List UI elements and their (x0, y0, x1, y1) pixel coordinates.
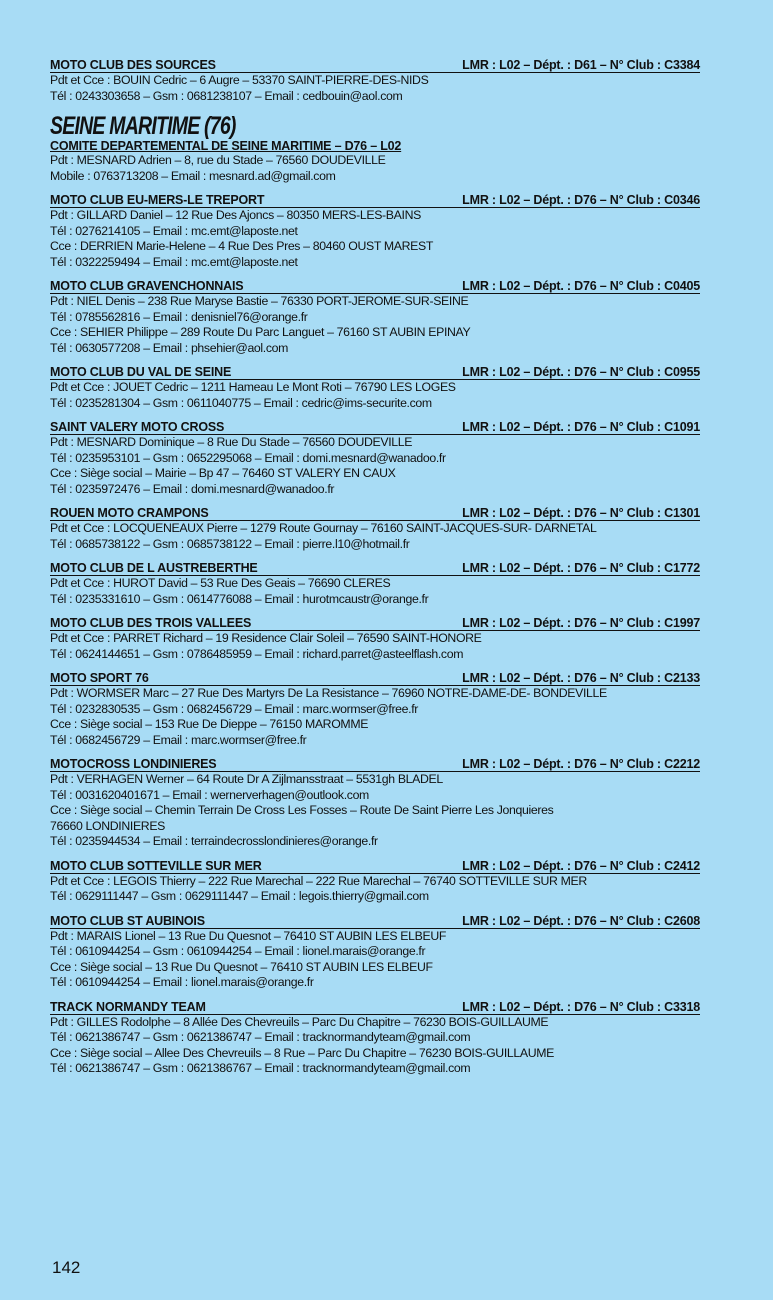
comite-name: COMITE DEPARTEMENTAL DE SEINE MARITIME – D76 – L02 (50, 139, 402, 153)
club-line: Tél : 0235953101 – Gsm : 0652295068 – Email : domi.mesnard@wanadoo.fr (50, 450, 446, 465)
club-header (50, 671, 700, 686)
club-name: MOTO SPORT 76 (50, 671, 149, 685)
club-entry (50, 506, 700, 552)
club-line: Tél : 0682456729 – Email : marc.wormser@free.fr (50, 732, 307, 747)
club-entry (50, 757, 700, 850)
club-line: Pdt : MESNARD Dominique – 8 Rue Du Stade – 76560 DOUDEVILLE (50, 435, 413, 449)
club-header (50, 58, 700, 73)
club-header (50, 506, 700, 521)
club-entry (50, 193, 700, 270)
club-line: Tél : 0621386747 – Gsm : 0621386747 – Email : tracknormandyteam@gmail.com (50, 1030, 471, 1044)
club-lmr: LMR : L02 – Dépt. : D76 – N° Club : C2608 (462, 913, 700, 928)
club-line: Pdt et Cce : LOCQUENEAUX Pierre – 1279 Route Gournay – 76160 SAINT-JACQUES-SUR- DARNETAL (50, 521, 597, 535)
club-line: Pdt : GILLARD Daniel – 12 Rue Des Ajoncs – 80350 MERS-LES-BAINS (50, 208, 421, 222)
club-line: Tél : 0276214105 – Email : mc.emt@laposte.net (50, 223, 298, 238)
club-line: Cce : Siège social – Chemin Terrain De Cross Les Fosses – Route De Saint Pierre Les Jonquieres (50, 803, 554, 817)
club-line: Pdt : VERHAGEN Werner – 64 Route Dr A Zijlmansstraat – 5531gh BLADEL (50, 772, 443, 786)
club-header (50, 365, 700, 380)
club-line: Tél : 0610944254 – Email : lionel.marais@orange.fr (50, 975, 314, 989)
club-entry (50, 616, 700, 662)
club-entry-first (50, 58, 700, 104)
club-name: MOTOCROSS LONDINIERES (50, 757, 217, 771)
club-line: Tél : 0621386747 – Gsm : 0621386767 – Email : tracknormandyteam@gmail.com (50, 1061, 471, 1075)
club-entry (50, 561, 700, 607)
club-lmr: LMR : L02 – Dépt. : D76 – N° Club : C0955 (462, 365, 700, 379)
club-name: MOTO CLUB DE L AUSTREBERTHE (50, 561, 258, 575)
club-line: Pdt : MARAIS Lionel – 13 Rue Du Quesnot – 76410 ST AUBIN LES ELBEUF (50, 928, 447, 943)
club-entry (50, 365, 700, 411)
club-line: Pdt : WORMSER Marc – 27 Rue Des Martyrs De La Resistance – 76960 NOTRE-DAME-DE- BONDEVILLE (50, 686, 607, 700)
club-line: Pdt et Cce : LEGOIS Thierry – 222 Rue Marechal – 222 Rue Marechal – 76740 SOTTEVILLE SUR MER (50, 873, 587, 888)
club-line: Tél : 0785562816 – Email : denisniel76@orange.fr (50, 309, 308, 324)
club-line: Tél : 0235944534 – Email : terraindecrosslondinieres@orange.fr (50, 834, 378, 848)
club-lmr: LMR : L02 – Dépt. : D61 – N° Club : C3384 (462, 58, 700, 72)
club-line: Tél : 0232830535 – Gsm : 0682456729 – Email : marc.wormser@free.fr (50, 701, 419, 716)
club-name: MOTO CLUB SOTTEVILLE SUR MER (50, 858, 262, 873)
club-line: Pdt : NIEL Denis – 238 Rue Maryse Bastie – 76330 PORT-JEROME-SUR-SEINE (50, 294, 469, 308)
club-lmr: LMR : L02 – Dépt. : D76 – N° Club : C1772 (462, 561, 700, 575)
club-name: MOTO CLUB ST AUBINOIS (50, 913, 205, 928)
comite-line: Pdt : MESNARD Adrien – 8, rue du Stade – 76560 DOUDEVILLE (50, 153, 386, 167)
club-line: Cce : SEHIER Philippe – 289 Route Du Parc Languet – 76160 ST AUBIN EPINAY (50, 325, 471, 339)
club-name: MOTO CLUB EU-MERS-LE TREPORT (50, 193, 265, 207)
club-header (50, 193, 700, 208)
club-lmr: LMR : L02 – Dépt. : D76 – N° Club : C2212 (462, 757, 700, 771)
club-name: MOTO CLUB GRAVENCHONNAIS (50, 279, 244, 293)
club-line: Tél : 0610944254 – Gsm : 0610944254 – Email : lionel.marais@orange.fr (50, 944, 426, 958)
club-line: Pdt et Cce : PARRET Richard – 19 Residence Clair Soleil – 76590 SAINT-HONORE (50, 631, 482, 645)
club-line: Pdt et Cce : BOUIN Cedric – 6 Augre – 53370 SAINT-PIERRE-DES-NIDS (50, 73, 429, 87)
directory-page (50, 58, 700, 1086)
club-line: Pdt et Cce : HUROT David – 53 Rue Des Geais – 76690 CLERES (50, 576, 391, 590)
club-line: Tél : 0624144651 – Gsm : 0786485959 – Email : richard.parret@asteelflash.com (50, 646, 464, 661)
club-line: 76660 LONDINIERES (50, 818, 166, 833)
club-header (50, 561, 700, 576)
club-line: Tél : 0629111447 – Gsm : 0629111447 – Email : legois.thierry@gmail.com (50, 889, 429, 903)
club-line: Cce : Siège social – Mairie – Bp 47 – 76460 ST VALERY EN CAUX (50, 466, 396, 480)
club-entry (50, 279, 700, 356)
club-line: Tél : 0031620401671 – Email : wernerverhagen@outlook.com (50, 787, 369, 802)
club-entry (50, 671, 700, 748)
club-header (50, 279, 700, 294)
comite-entry (50, 139, 700, 184)
club-lmr: LMR : L02 – Dépt. : D76 – N° Club : C2133 (462, 671, 700, 685)
club-lmr: LMR : L02 – Dépt. : D76 – N° Club : C1091 (462, 420, 700, 434)
club-line: Pdt : GILLES Rodolphe – 8 Allée Des Chevreuils – Parc Du Chapitre – 76230 BOIS-GUILLAUME (50, 1014, 549, 1029)
club-line: Pdt et Cce : JOUET Cedric – 1211 Hameau Le Mont Roti – 76790 LES LOGES (50, 380, 456, 394)
club-line: Tél : 0243303658 – Gsm : 0681238107 – Email : cedbouin@aol.com (50, 88, 403, 103)
club-header (50, 757, 700, 772)
club-line: Tél : 0322259494 – Email : mc.emt@laposte.net (50, 254, 298, 269)
club-line: Tél : 0685738122 – Gsm : 0685738122 – Email : pierre.l10@hotmail.fr (50, 536, 410, 551)
club-name: MOTO CLUB DES TROIS VALLEES (50, 616, 252, 630)
club-line: Cce : DERRIEN Marie-Helene – 4 Rue Des Pres – 80460 OUST MAREST (50, 239, 433, 253)
club-name: TRACK NORMANDY TEAM (50, 999, 206, 1014)
comite-line: Mobile : 0763713208 – Email : mesnard.ad@gmail.com (50, 168, 336, 183)
club-name: ROUEN MOTO CRAMPONS (50, 506, 209, 520)
page-number: 142 (52, 1258, 81, 1277)
club-line: Tél : 0630577208 – Email : phsehier@aol.com (50, 340, 289, 355)
club-header (50, 914, 700, 929)
club-name: MOTO CLUB DU VAL DE SEINE (50, 365, 232, 379)
club-name: SAINT VALERY MOTO CROSS (50, 420, 225, 434)
club-header (50, 1000, 700, 1015)
club-header (50, 420, 700, 435)
club-lmr: LMR : L02 – Dépt. : D76 – N° Club : C0405 (462, 279, 700, 293)
club-entry (50, 859, 700, 905)
club-lmr: LMR : L02 – Dépt. : D76 – N° Club : C0346 (462, 193, 700, 207)
section-title: SEINE MARITIME (76) (50, 112, 236, 140)
club-lmr: LMR : L02 – Dépt. : D76 – N° Club : C1997 (462, 616, 700, 630)
club-line: Tél : 0235972476 – Email : domi.mesnard@wanadoo.fr (50, 481, 335, 496)
club-lmr: LMR : L02 – Dépt. : D76 – N° Club : C3318 (462, 999, 700, 1014)
club-entry (50, 420, 700, 497)
club-lmr: LMR : L02 – Dépt. : D76 – N° Club : C1301 (462, 506, 700, 520)
club-entry (50, 1000, 700, 1077)
club-lmr: LMR : L02 – Dépt. : D76 – N° Club : C2412 (462, 858, 700, 873)
club-line: Tél : 0235331610 – Gsm : 0614776088 – Email : hurotmcaustr@orange.fr (50, 591, 429, 606)
club-name: MOTO CLUB DES SOURCES (50, 58, 216, 72)
club-header (50, 859, 700, 874)
club-entry (50, 914, 700, 991)
club-line: Cce : Siège social – Allee Des Chevreuils – 8 Rue – Parc Du Chapitre – 76230 BOIS-GUILLAUME (50, 1045, 555, 1060)
club-header (50, 616, 700, 631)
club-line: Cce : Siège social – 153 Rue De Dieppe – 76150 MAROMME (50, 717, 369, 731)
club-list (50, 193, 700, 1077)
club-line: Cce : Siège social – 13 Rue Du Quesnot – 76410 ST AUBIN LES ELBEUF (50, 959, 433, 974)
club-line: Tél : 0235281304 – Gsm : 0611040775 – Email : cedric@ims-securite.com (50, 395, 432, 410)
